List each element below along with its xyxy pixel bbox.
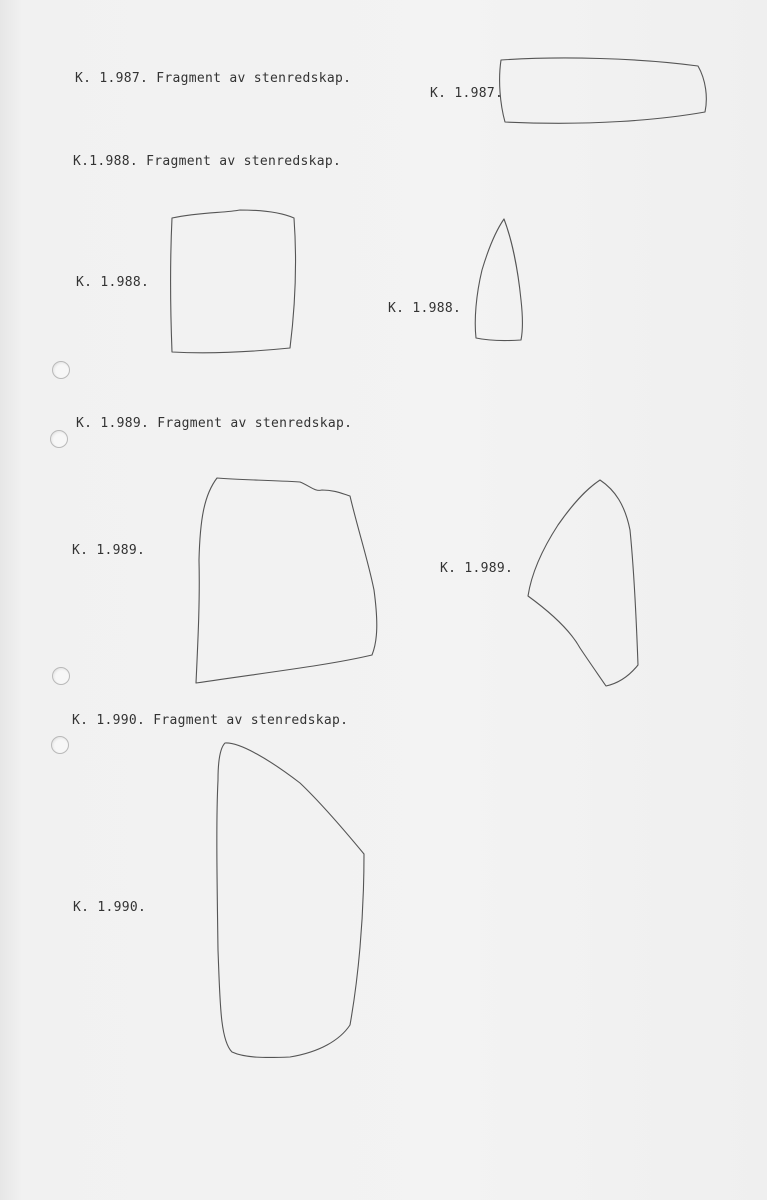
figure-label-k1990: K. 1.990. [73, 900, 147, 915]
entry-heading-k1988: K.1.988. Fragment av stenredskap. [73, 154, 342, 169]
outline-k1989-b [528, 480, 638, 686]
outline-k1987 [500, 58, 707, 123]
outline-k1988-a [171, 210, 296, 353]
entry-heading-k1987: K. 1.987. Fragment av stenredskap. [75, 71, 352, 86]
figure-label-k1989-b: K. 1.989. [440, 561, 514, 576]
outline-k1990 [217, 743, 364, 1058]
outline-k1989-a [196, 478, 377, 683]
entry-heading-k1989: K. 1.989. Fragment av stenredskap. [76, 416, 353, 431]
figure-label-k1987: K. 1.987. [430, 86, 504, 101]
outline-k1988-b [475, 219, 522, 341]
figure-label-k1988-b: K. 1.988. [388, 301, 462, 316]
entry-heading-k1990: K. 1.990. Fragment av stenredskap. [72, 713, 349, 728]
figure-label-k1988-a: K. 1.988. [76, 275, 150, 290]
figure-label-k1989-a: K. 1.989. [72, 543, 146, 558]
